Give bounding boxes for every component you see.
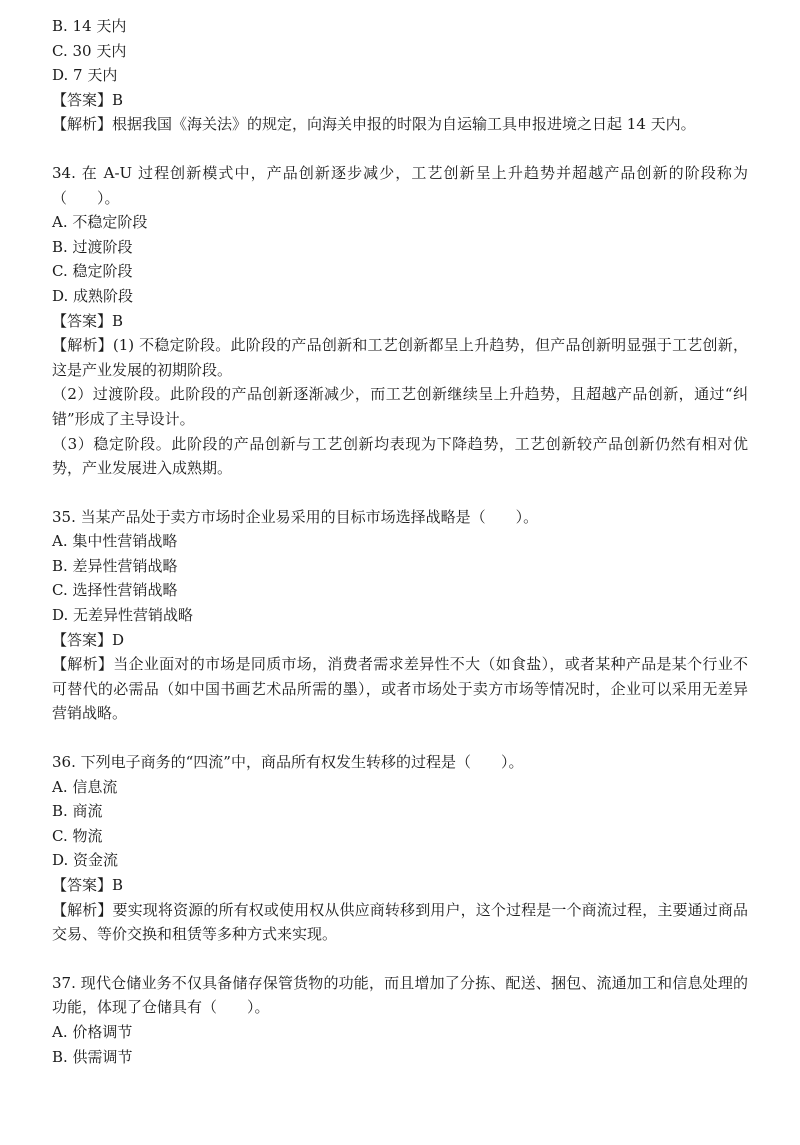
option-b: B. 差异性营销战略	[52, 556, 178, 575]
question-36	[52, 750, 748, 947]
question-35	[52, 505, 748, 726]
option-d: D. 资金流	[52, 851, 119, 870]
question-title: 35. 当某产品处于卖方市场时企业易采用的目标市场选择战略是（ ）。	[52, 507, 539, 526]
spacer	[52, 947, 748, 971]
explanation: 【解析】当企业面对的市场是同质市场，消费者需求差异性不大（如食盐），或者某种产品是某个行业不可替代的必需品（如中国书画艺术品所需的墨），或者市场处于卖方市场等情况时，企业可以采用无差异营销战略。	[52, 655, 748, 723]
explanation: 【解析】根据我国《海关法》的规定，向海关申报的时限为自运输工具申报进境之日起 14 天内。	[52, 115, 696, 134]
option-d: D. 无差异性营销战略	[52, 606, 194, 625]
answer: 【答案】B	[52, 90, 124, 109]
answer: 【答案】B	[52, 311, 124, 330]
question-37	[52, 971, 748, 1069]
option-a: A. 价格调节	[52, 1022, 133, 1041]
option-d: D. 7 天内	[52, 66, 118, 85]
spacer	[52, 726, 748, 750]
option-b: B. 过渡阶段	[52, 237, 133, 256]
option-c: C. 30 天内	[52, 41, 127, 60]
option-b: B. 商流	[52, 802, 103, 821]
option-a: A. 信息流	[52, 777, 118, 796]
explanation: 【解析】要实现将资源的所有权或使用权从供应商转移到用户，这个过程是一个商流过程，主要通过商品交易、等价交换和租赁等多种方式来实现。	[52, 900, 748, 944]
spacer	[52, 137, 748, 161]
answer: 【答案】D	[52, 630, 125, 649]
explanation-1: 【解析】(1) 不稳定阶段。此阶段的产品创新和工艺创新都呈上升趋势，但产品创新明显强于工艺创新，这是产业发展的初期阶段。	[52, 336, 748, 379]
question-title: 37. 现代仓储业务不仅具备储存保管货物的功能，而且增加了分拣、配送、捆包、流通加工和信息处理的功能，体现了仓储具有（ ）。	[52, 973, 748, 1017]
option-d: D. 成熟阶段	[52, 286, 134, 305]
option-c: C. 稳定阶段	[52, 262, 133, 281]
option-c: C. 物流	[52, 826, 103, 845]
question-title: 36. 下列电子商务的“四流”中，商品所有权发生转移的过程是（ ）。	[52, 753, 524, 772]
option-c: C. 选择性营销战略	[52, 581, 178, 600]
option-b: B. 14 天内	[52, 17, 127, 35]
option-b: B. 供需调节	[52, 1047, 133, 1066]
spacer	[52, 481, 748, 505]
option-a: A. 不稳定阶段	[52, 213, 148, 232]
explanation-2: （2）过渡阶段。此阶段的产品创新逐渐减少，而工艺创新继续呈上升趋势，且超越产品创新，通过“纠错”形成了主导设计。	[52, 385, 748, 428]
question-title: 34. 在 A-U 过程创新模式中，产品创新逐步减少，工艺创新呈上升趋势并超越产品创新的阶段称为（ ）。	[52, 163, 748, 207]
question-34	[52, 161, 748, 481]
explanation-3: （3）稳定阶段。此阶段的产品创新与工艺创新均表现为下降趋势，工艺创新较产品创新仍然有相对优势，产业发展进入成熟期。	[52, 434, 748, 478]
answer: 【答案】B	[52, 876, 124, 894]
previous-question-tail	[52, 14, 748, 137]
option-a: A. 集中性营销战略	[52, 532, 178, 551]
